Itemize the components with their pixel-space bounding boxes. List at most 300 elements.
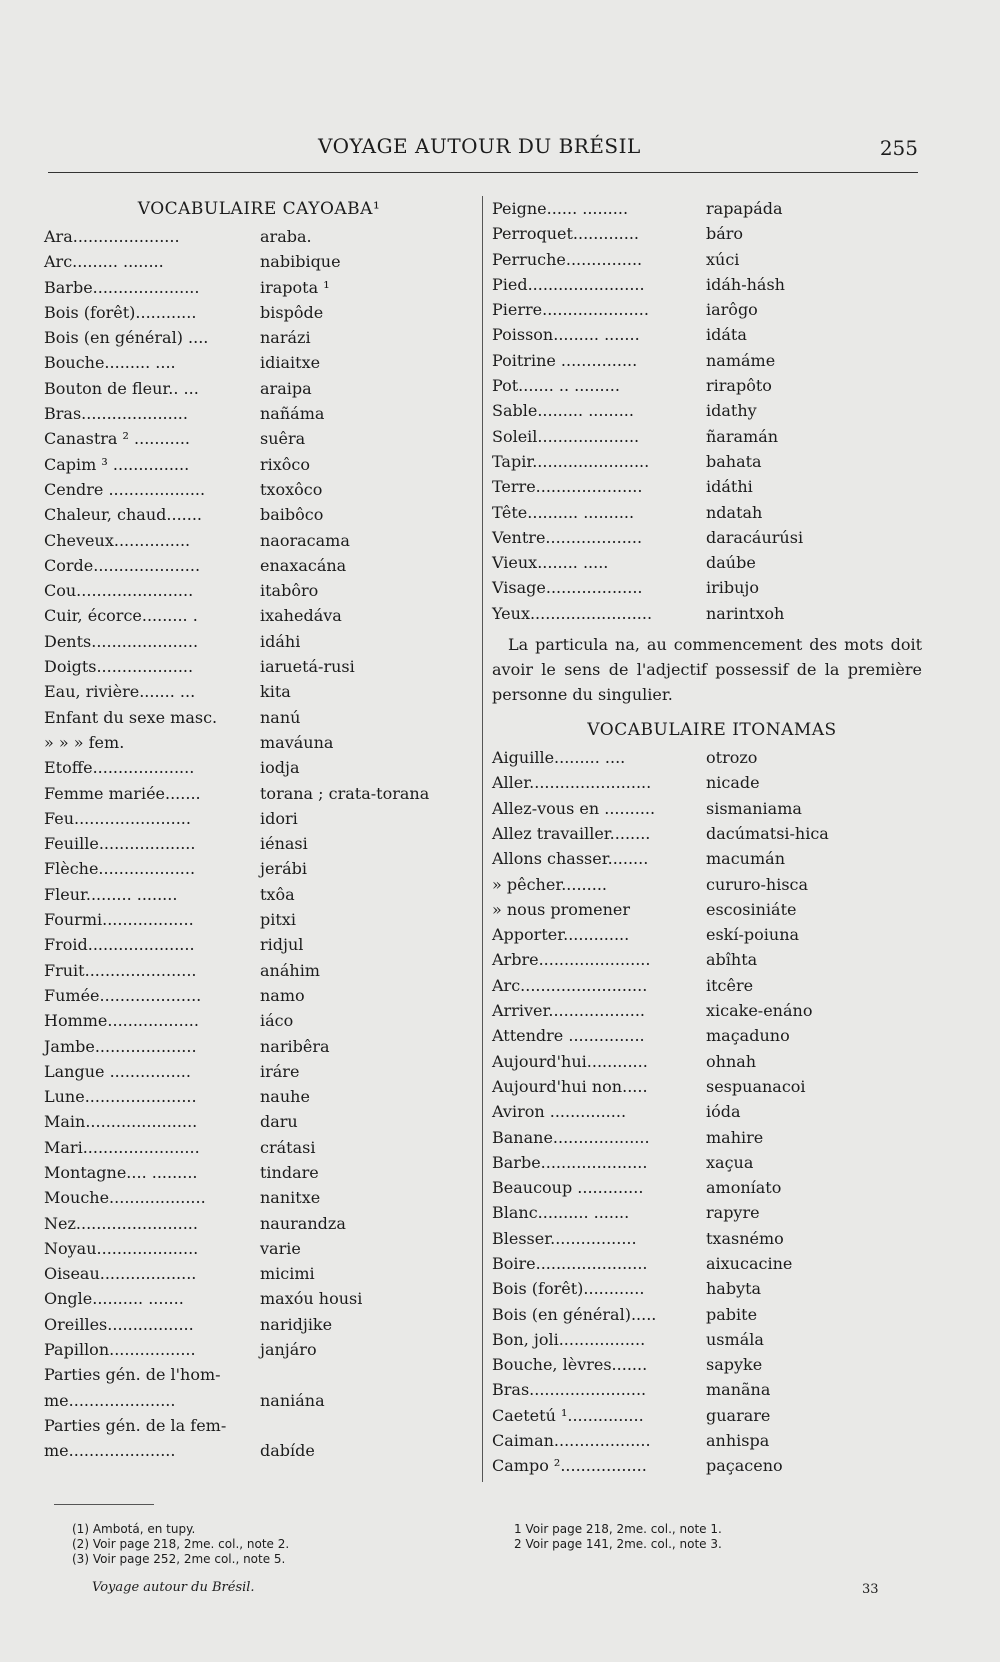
- vocab-row: [44, 1261, 474, 1286]
- vocab-gloss: dacúmatsi-hica: [706, 823, 829, 843]
- vocab-gloss: idáthi: [706, 477, 753, 497]
- vocab-gloss: rapapáda: [706, 199, 783, 218]
- vocab-gloss: ixahedáva: [260, 606, 342, 626]
- vocab-term: Cou.......................: [44, 581, 194, 601]
- vocab-row: [492, 1200, 932, 1225]
- vocab-term: Montagne.... .........: [44, 1162, 198, 1182]
- vocab-row: [44, 679, 474, 704]
- vocab-gloss: idáta: [706, 325, 747, 345]
- vocab-gloss: sespuanacoi: [706, 1076, 806, 1096]
- vocab-row: [492, 322, 932, 347]
- vocab-row: [44, 629, 474, 654]
- vocab-row: [44, 932, 474, 957]
- vocab-row: [492, 821, 932, 846]
- vocab-gloss: bahata: [706, 451, 762, 471]
- vocab-term: Mouche...................: [44, 1188, 206, 1208]
- vocab-term: Caiman...................: [492, 1431, 651, 1451]
- vocab-row: [492, 348, 932, 373]
- vocab-row: [492, 449, 932, 474]
- vocab-row: [492, 1226, 932, 1251]
- vocab-term: Aiguille......... ....: [492, 748, 626, 768]
- vocab-row: [492, 196, 932, 221]
- vocab-row: [492, 601, 932, 626]
- vocab-gloss: varie: [260, 1238, 301, 1258]
- vocab-row: [44, 1109, 474, 1134]
- vocab-gloss: anáhim: [260, 960, 320, 980]
- vocab-term: Aviron ...............: [492, 1102, 627, 1122]
- vocab-row: [44, 1211, 474, 1236]
- vocab-row: [44, 426, 474, 451]
- vocab-term: Aller........................: [492, 773, 652, 793]
- vocab-term: Aujourd'hui non.....: [492, 1076, 648, 1096]
- vocab-row: [492, 1074, 932, 1099]
- vocab-term: Tapir.......................: [492, 451, 650, 471]
- vocab-gloss: bispôde: [260, 302, 324, 322]
- vocab-term: Enfant du sexe masc.: [44, 707, 218, 727]
- vocab-gloss: namo: [260, 985, 305, 1005]
- vocab-gloss: crátasi: [260, 1137, 316, 1157]
- vocab-row: [492, 770, 932, 795]
- vocab-term: Flèche...................: [44, 859, 196, 879]
- vocab-term: Pot....... .. .........: [492, 376, 620, 396]
- vocab-row: [44, 578, 474, 603]
- vocab-term: Langue ................: [44, 1061, 191, 1081]
- vocab-row: [44, 705, 474, 730]
- vocab-term: Main......................: [44, 1112, 198, 1132]
- vocab-row: [44, 350, 474, 375]
- vocab-term: Attendre ...............: [492, 1026, 645, 1046]
- vocab-term: Arc......... ........: [44, 252, 164, 272]
- footnotes-right: [514, 1522, 722, 1552]
- vocab-row: [44, 806, 474, 831]
- vocab-term: Bois (forêt)............: [492, 1279, 645, 1299]
- vocab-row: [492, 1125, 932, 1150]
- vocab-row: [44, 275, 474, 300]
- vocab-row: [492, 846, 932, 871]
- vocab-gloss: iribujo: [706, 578, 760, 598]
- vocab-gloss: pabite: [706, 1304, 758, 1324]
- vocab-term: Cendre ...................: [44, 479, 206, 499]
- vocab-term: Oiseau...................: [44, 1264, 197, 1284]
- vocab-term: Fourmi..................: [44, 910, 194, 930]
- vocab-term: Poitrine ...............: [492, 350, 638, 370]
- vocab-term: Bras.......................: [492, 1380, 647, 1400]
- vocab-gloss: daru: [260, 1112, 298, 1132]
- vocab-row: [492, 474, 932, 499]
- vocab-row: [44, 831, 474, 856]
- vocab-gloss: maxóu housi: [260, 1289, 363, 1309]
- vocab-gloss: iáco: [260, 1011, 294, 1031]
- vocab-row: [44, 1135, 474, 1160]
- vocab-row: [44, 856, 474, 881]
- vocab-row: [492, 922, 932, 947]
- vocab-gloss: ñaramán: [706, 426, 779, 446]
- section-title-itonamas: VOCABULAIRE ITONAMAS: [587, 720, 837, 741]
- vocab-gloss: idáhi: [260, 631, 301, 651]
- vocab-gloss: nanú: [260, 707, 301, 727]
- vocab-gloss: guarare: [706, 1405, 771, 1425]
- vocab-gloss: tindare: [260, 1162, 319, 1182]
- footnote: (1) Ambotá, en tupy.: [72, 1522, 196, 1536]
- vocab-row: [492, 745, 932, 770]
- vocab-gloss: rirapôto: [706, 376, 772, 396]
- vocab-row: [44, 907, 474, 932]
- vocab-term: Visage...................: [492, 578, 643, 598]
- vocab-row: [492, 1023, 932, 1048]
- vocab-gloss: ohnah: [706, 1051, 757, 1071]
- vocab-row: [44, 477, 474, 502]
- vocab-row: [44, 958, 474, 983]
- vocab-row: [492, 297, 932, 322]
- vocab-term: » pêcher.........: [492, 874, 607, 894]
- vocab-term: Barbe.....................: [492, 1152, 648, 1172]
- vocab-term: Femme mariée.......: [44, 783, 201, 803]
- vocab-term: Jambe....................: [44, 1036, 197, 1056]
- vocab-gloss: báro: [706, 224, 744, 244]
- vocab-row: [44, 1034, 474, 1059]
- vocab-gloss: naniána: [260, 1390, 325, 1410]
- vocab-term: Terre.....................: [492, 477, 643, 497]
- vocab-gloss: eskí-poiuna: [706, 925, 800, 945]
- vocab-term: Campo ².................: [492, 1456, 647, 1476]
- vocab-term: Bon, joli.................: [492, 1329, 646, 1349]
- vocab-term: Bouche, lèvres.......: [492, 1355, 648, 1375]
- signature-line: Voyage autour du Brésil.: [92, 1580, 255, 1595]
- footnote: 2 Voir page 141, 2me. col., note 3.: [514, 1537, 722, 1551]
- vocabulary-list-cayoaba: [44, 224, 474, 1464]
- vocab-term: Vieux........ .....: [492, 553, 609, 573]
- vocab-row: [492, 1377, 932, 1402]
- vocab-row: [44, 249, 474, 274]
- vocab-row: [44, 300, 474, 325]
- vocab-term: Ventre...................: [492, 527, 643, 547]
- vocab-term: Ongle.......... .......: [44, 1289, 184, 1309]
- vocab-gloss: araipa: [260, 378, 312, 398]
- vocab-term: Barbe.....................: [44, 277, 200, 297]
- footnote: (3) Voir page 252, 2me col., note 5.: [72, 1552, 286, 1566]
- vocab-term: Bois (en général).....: [492, 1304, 657, 1324]
- vocab-row: [492, 796, 932, 821]
- vocab-gloss: idiaitxe: [260, 353, 321, 373]
- vocab-gloss: maçaduno: [706, 1026, 790, 1046]
- vocab-row: [44, 1388, 474, 1413]
- vocab-row: [44, 1059, 474, 1084]
- vocab-row: [492, 424, 932, 449]
- vocab-row: [44, 1337, 474, 1362]
- vocab-term: Fleur......... ........: [44, 884, 178, 904]
- vocab-term: Fruit......................: [44, 960, 197, 980]
- vocab-term: me.....................: [44, 1441, 176, 1461]
- vocab-row: [492, 1302, 932, 1327]
- vocab-gloss: janjáro: [260, 1340, 317, 1360]
- vocab-row: [44, 1084, 474, 1109]
- vocab-row: [492, 947, 932, 972]
- vocab-row: [44, 1160, 474, 1185]
- vocab-gloss: abîhta: [706, 950, 758, 970]
- vocab-term: Corde.....................: [44, 555, 201, 575]
- vocab-gloss: iarôgo: [706, 300, 758, 320]
- vocab-term: Beaucoup .............: [492, 1178, 644, 1198]
- vocab-term: Etoffe....................: [44, 758, 195, 778]
- vocab-gloss: suêra: [260, 429, 306, 449]
- vocab-gloss: mahire: [706, 1127, 764, 1147]
- vocab-row: [44, 1362, 474, 1387]
- vocab-gloss: daracáurúsi: [706, 527, 804, 547]
- vocab-row: [492, 1276, 932, 1301]
- vocab-gloss: xúci: [706, 249, 740, 269]
- vocab-gloss: dabíde: [260, 1441, 315, 1461]
- vocab-gloss: txasnémo: [706, 1228, 784, 1248]
- vocab-row: [492, 1453, 932, 1478]
- vocab-row: [492, 373, 932, 398]
- vocab-gloss: ridjul: [260, 935, 304, 955]
- vocab-row: [492, 1150, 932, 1175]
- vocab-term: Fumée....................: [44, 985, 202, 1005]
- footnote: (2) Voir page 218, 2me. col., note 2.: [72, 1537, 290, 1551]
- vocab-row: [44, 1236, 474, 1261]
- vocab-row: [492, 575, 932, 600]
- vocab-term: Bouton de fleur.. ...: [44, 378, 199, 398]
- vocab-row: [44, 1008, 474, 1033]
- vocab-gloss: pitxi: [260, 910, 296, 930]
- vocab-row: [492, 525, 932, 550]
- vocab-term: Arriver...................: [492, 1001, 645, 1021]
- vocab-term: Blanc.......... .......: [492, 1203, 630, 1223]
- vocab-gloss: aixucacine: [706, 1253, 793, 1273]
- vocab-gloss: narázi: [260, 328, 311, 348]
- vocab-row: [44, 1312, 474, 1337]
- vocab-gloss: idori: [260, 808, 298, 828]
- vocab-gloss: araba.: [260, 227, 312, 246]
- vocab-row: [492, 1049, 932, 1074]
- vocab-gloss: namáme: [706, 350, 776, 370]
- footnotes-left: [72, 1522, 289, 1567]
- vocab-term: Cuir, écorce......... .: [44, 606, 198, 626]
- vocab-row: [44, 882, 474, 907]
- note-paragraph: La particula na, au commencement des mots doit avoir le sens de l'adjectif possessif de la première personne du singulier.: [492, 635, 922, 705]
- vocab-gloss: habyta: [706, 1279, 762, 1299]
- vocab-gloss: enaxacána: [260, 555, 347, 575]
- vocab-term: Papillon.................: [44, 1340, 196, 1360]
- vocab-row: [44, 781, 474, 806]
- vocab-gloss: idáh-hásh: [706, 274, 785, 294]
- vocab-row: [492, 1428, 932, 1453]
- vocab-gloss: amoníato: [706, 1178, 782, 1198]
- vocab-gloss: sapyke: [706, 1355, 763, 1375]
- vocab-row: [492, 398, 932, 423]
- vocab-gloss: itcêre: [706, 975, 754, 995]
- page-header: [48, 128, 918, 173]
- vocab-term: Capim ³ ...............: [44, 454, 190, 474]
- vocab-gloss: naoracama: [260, 530, 350, 550]
- vocab-term: Dents.....................: [44, 631, 199, 651]
- footnote-rule-left: [54, 1504, 154, 1505]
- vocab-gloss: naribêra: [260, 1036, 330, 1056]
- vocab-gloss: itabôro: [260, 581, 319, 601]
- vocab-gloss: jerábi: [260, 859, 307, 879]
- vocab-gloss: narintxoh: [706, 603, 785, 623]
- vocab-term: Apporter.............: [492, 925, 630, 945]
- vocab-term: Tête.......... ..........: [492, 502, 635, 522]
- vocab-row: [44, 502, 474, 527]
- vocab-row: [44, 603, 474, 628]
- vocab-row: [44, 730, 474, 755]
- vocab-row: [44, 983, 474, 1008]
- vocab-term: Parties gén. de l'hom-: [44, 1365, 221, 1385]
- vocab-gloss: paçaceno: [706, 1456, 783, 1476]
- vocab-term: Bois (forêt)............: [44, 302, 197, 322]
- vocab-gloss: cururo-hisca: [706, 874, 809, 894]
- vocab-gloss: nañáma: [260, 404, 325, 424]
- vocab-term: Arc.........................: [492, 975, 648, 995]
- vocab-term: Perroquet.............: [492, 224, 640, 244]
- section-title-cayoaba: VOCABULAIRE CAYOABA¹: [137, 199, 381, 219]
- vocab-gloss: micimi: [260, 1264, 315, 1284]
- vocab-term: Arbre......................: [492, 950, 651, 970]
- vocab-term: Allons chasser........: [492, 849, 649, 869]
- vocab-row: [492, 1251, 932, 1276]
- vocab-row: [492, 1403, 932, 1428]
- vocab-term: Feu.......................: [44, 808, 191, 828]
- vocab-term: Allez travailler........: [492, 823, 651, 843]
- vocab-gloss: irapota ¹: [260, 277, 330, 297]
- vocab-gloss: nabibique: [260, 252, 341, 272]
- vocab-row: [492, 247, 932, 272]
- vocab-term: Perruche...............: [492, 249, 643, 269]
- vocab-gloss: manãna: [706, 1380, 771, 1400]
- vocab-row: [492, 550, 932, 575]
- vocab-row: [44, 528, 474, 553]
- vocab-row: [44, 325, 474, 350]
- running-head: VOYAGE AUTOUR DU BRÉSIL: [318, 134, 641, 158]
- vocab-term: Caetetú ¹...............: [492, 1405, 644, 1425]
- right-column: [492, 196, 932, 1479]
- vocab-row: [492, 500, 932, 525]
- vocab-row: [492, 872, 932, 897]
- vocab-term: Yeux........................: [492, 603, 653, 623]
- vocab-term: Peigne...... .........: [492, 199, 629, 218]
- vocab-row: [44, 1286, 474, 1311]
- vocab-term: Banane...................: [492, 1127, 650, 1147]
- vocab-gloss: txôa: [260, 884, 295, 904]
- vocab-term: Chaleur, chaud.......: [44, 505, 202, 525]
- vocab-row: [492, 897, 932, 922]
- vocab-row: [44, 654, 474, 679]
- vocab-term: me.....................: [44, 1390, 176, 1410]
- vocab-gloss: nanitxe: [260, 1188, 321, 1208]
- vocab-term: Pied.......................: [492, 274, 645, 294]
- vocab-term: Ara.....................: [44, 227, 180, 246]
- vocab-gloss: maváuna: [260, 732, 334, 752]
- vocab-row: [492, 272, 932, 297]
- vocab-term: Boire......................: [492, 1253, 648, 1273]
- vocab-gloss: rapyre: [706, 1203, 760, 1223]
- vocab-row: [44, 755, 474, 780]
- vocab-gloss: torana ; crata-torana: [260, 783, 430, 803]
- vocab-gloss: daúbe: [706, 553, 756, 573]
- vocab-gloss: otrozo: [706, 748, 758, 768]
- vocab-gloss: kita: [260, 682, 291, 702]
- vocab-term: Canastra ² ...........: [44, 429, 190, 449]
- vocab-gloss: iaruetá-rusi: [260, 657, 355, 677]
- vocab-gloss: naridjike: [260, 1314, 333, 1334]
- vocab-term: Doigts...................: [44, 657, 194, 677]
- vocab-row: [44, 376, 474, 401]
- vocab-row: [44, 1413, 474, 1438]
- vocab-row: [492, 998, 932, 1023]
- vocab-gloss: anhispa: [706, 1431, 770, 1451]
- vocab-gloss: macumán: [706, 849, 785, 869]
- vocab-term: Aujourd'hui............: [492, 1051, 648, 1071]
- column-divider: [482, 196, 483, 1482]
- vocabulary-list-cayoaba-continued: [492, 196, 932, 626]
- vocab-gloss: iráre: [260, 1061, 300, 1081]
- vocab-gloss: baibôco: [260, 505, 324, 525]
- vocab-row: [44, 452, 474, 477]
- vocabulary-list-itonamas: [492, 745, 932, 1479]
- vocab-row: [44, 553, 474, 578]
- vocab-term: Eau, rivière....... ...: [44, 682, 196, 702]
- vocab-term: Lune......................: [44, 1087, 197, 1107]
- vocab-term: » nous promener: [492, 899, 630, 919]
- vocab-term: » » » fem.: [44, 732, 125, 752]
- vocab-term: Mari.......................: [44, 1137, 200, 1157]
- vocab-term: Froid.....................: [44, 935, 195, 955]
- vocab-gloss: ióda: [706, 1102, 741, 1122]
- vocab-term: Blesser.................: [492, 1228, 637, 1248]
- vocab-row: [492, 1175, 932, 1200]
- vocab-term: Nez........................: [44, 1213, 198, 1233]
- vocab-row: [492, 1099, 932, 1124]
- vocab-row: [492, 973, 932, 998]
- vocab-term: Bois (en général) ....: [44, 328, 209, 348]
- vocab-term: Bras.....................: [44, 404, 188, 424]
- vocab-term: Oreilles.................: [44, 1314, 194, 1334]
- vocab-term: Cheveux...............: [44, 530, 191, 550]
- vocab-gloss: iodja: [260, 758, 300, 778]
- vocab-row: [492, 1327, 932, 1352]
- vocab-row: [44, 1438, 474, 1463]
- sheet-mark: 33: [862, 1582, 879, 1597]
- vocab-gloss: iénasi: [260, 834, 308, 854]
- vocab-row: [44, 1185, 474, 1210]
- vocab-gloss: txoxôco: [260, 479, 323, 499]
- left-column: [44, 196, 474, 1464]
- page-number: 255: [879, 136, 918, 160]
- vocab-gloss: escosiniáte: [706, 899, 797, 919]
- vocab-term: Homme..................: [44, 1011, 199, 1031]
- vocab-term: Allez-vous en ..........: [492, 798, 656, 818]
- vocab-gloss: xaçua: [706, 1152, 754, 1172]
- vocab-gloss: nauhe: [260, 1087, 310, 1107]
- vocab-term: Sable......... .........: [492, 401, 634, 421]
- vocab-term: Noyau....................: [44, 1238, 199, 1258]
- vocab-row: [492, 1352, 932, 1377]
- vocab-row: [492, 221, 932, 246]
- vocab-term: Bouche......... ....: [44, 353, 176, 373]
- vocab-term: Pierre.....................: [492, 300, 649, 320]
- vocab-gloss: usmála: [706, 1329, 764, 1349]
- vocab-gloss: idathy: [706, 401, 757, 421]
- footnote: 1 Voir page 218, 2me. col., note 1.: [514, 1522, 722, 1536]
- vocab-gloss: ndatah: [706, 502, 763, 522]
- vocab-term: Poisson......... .......: [492, 325, 640, 345]
- vocab-gloss: rixôco: [260, 454, 311, 474]
- vocab-gloss: xicake-enáno: [706, 1001, 813, 1021]
- vocab-term: Feuille...................: [44, 834, 196, 854]
- vocab-gloss: sismaniama: [706, 798, 802, 818]
- vocab-row: [44, 224, 474, 249]
